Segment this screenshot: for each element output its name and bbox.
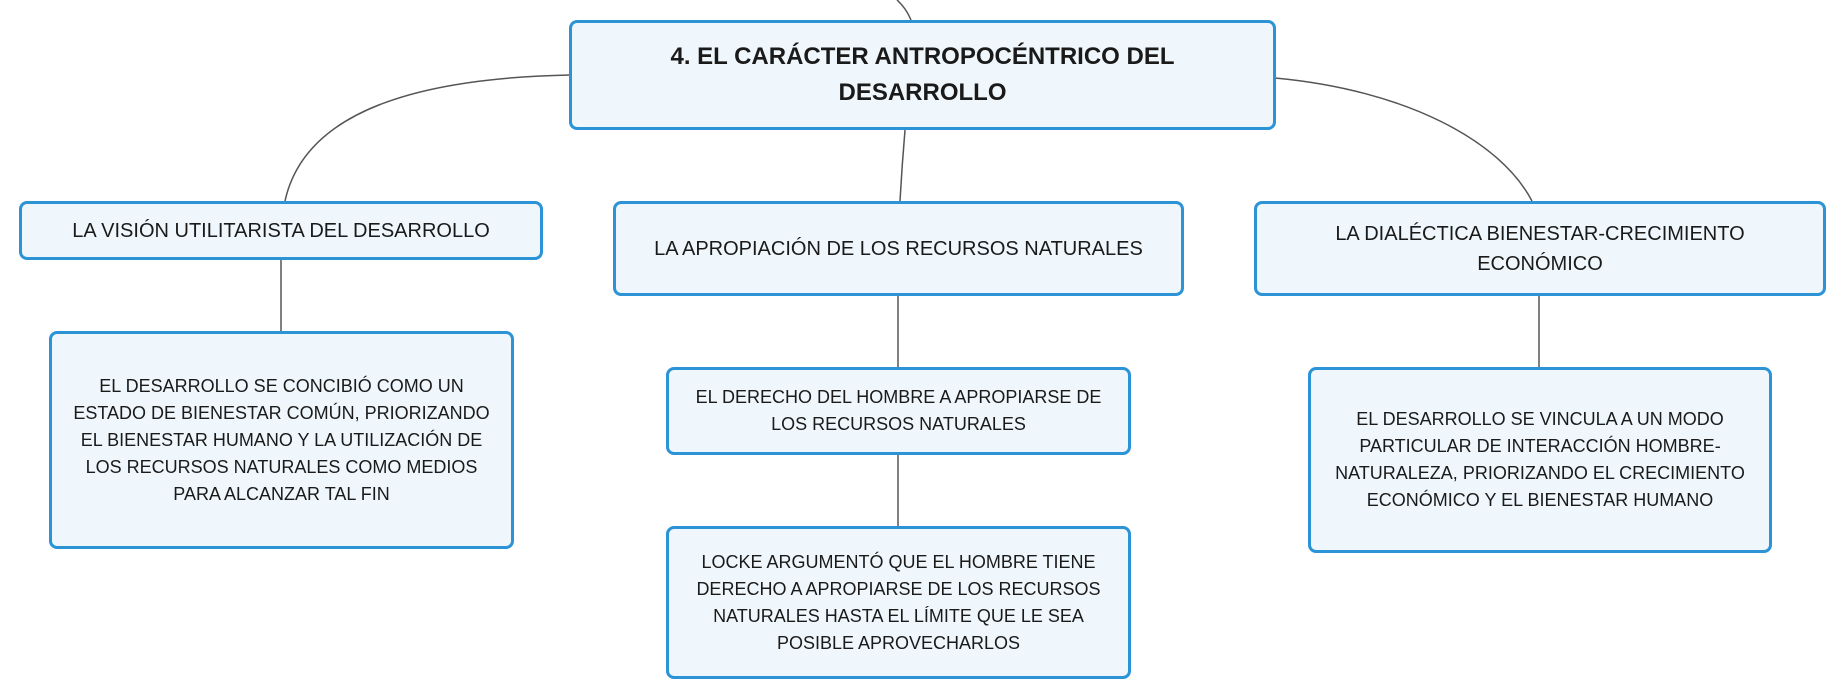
branch-topic-resource-appropriation[interactable]	[613, 201, 1184, 296]
subtopic-right-to-appropriate[interactable]	[666, 367, 1131, 455]
subtopic-label: EL DERECHO DEL HOMBRE A APROPIARSE DE LOS RECURSOS NATURALES	[695, 387, 1102, 434]
connector-root-to-branch-1	[285, 75, 570, 201]
branch-topic-label: LA DIALÉCTICA BIENESTAR-CRECIMIENTO ECONÓMICO	[1335, 222, 1745, 275]
subtopic-common-welfare-state[interactable]	[49, 331, 514, 549]
subtopic-label: EL DESARROLLO SE CONCIBIÓ COMO UN ESTADO DE BIENESTAR COMÚN, PRIORIZANDO EL BIENESTAR HUMANO Y LA UTILIZACIÓN DE LOS RECURSOS NATURALES COMO MEDIOS PARA ALCANZAR TAL FIN	[73, 375, 490, 504]
connector-root-to-branch-3	[1275, 78, 1532, 201]
root-topic[interactable]	[569, 20, 1276, 130]
branch-topic-utilitarian-vision[interactable]	[19, 201, 543, 260]
subtopic-label: LOCKE ARGUMENTÓ QUE EL HOMBRE TIENE DERECHO A APROPIARSE DE LOS RECURSOS NATURALES HASTA EL LÍMITE QUE LE SEA POSIBLE APROVECHARLOS	[696, 551, 1101, 653]
connector-root-to-branch-2	[900, 130, 905, 201]
branch-topic-welfare-growth-dialectic[interactable]	[1254, 201, 1826, 296]
branch-topic-label: LA VISIÓN UTILITARISTA DEL DESARROLLO	[72, 219, 490, 242]
subtopic-label: EL DESARROLLO SE VINCULA A UN MODO PARTICULAR DE INTERACCIÓN HOMBRE-NATURALEZA, PRIORIZANDO EL CRECIMIENTO ECONÓMICO Y EL BIENESTAR HUMANO	[1335, 409, 1745, 510]
root-topic-label: 4. EL CARÁCTER ANTROPOCÉNTRICO DEL DESARROLLO	[670, 43, 1175, 106]
subtopic-locke-argument[interactable]	[666, 526, 1131, 679]
branch-topic-label: LA APROPIACIÓN DE LOS RECURSOS NATURALES	[654, 237, 1143, 260]
subtopic-man-nature-interaction[interactable]	[1308, 367, 1772, 553]
connector-parent-to-root	[897, 0, 911, 20]
